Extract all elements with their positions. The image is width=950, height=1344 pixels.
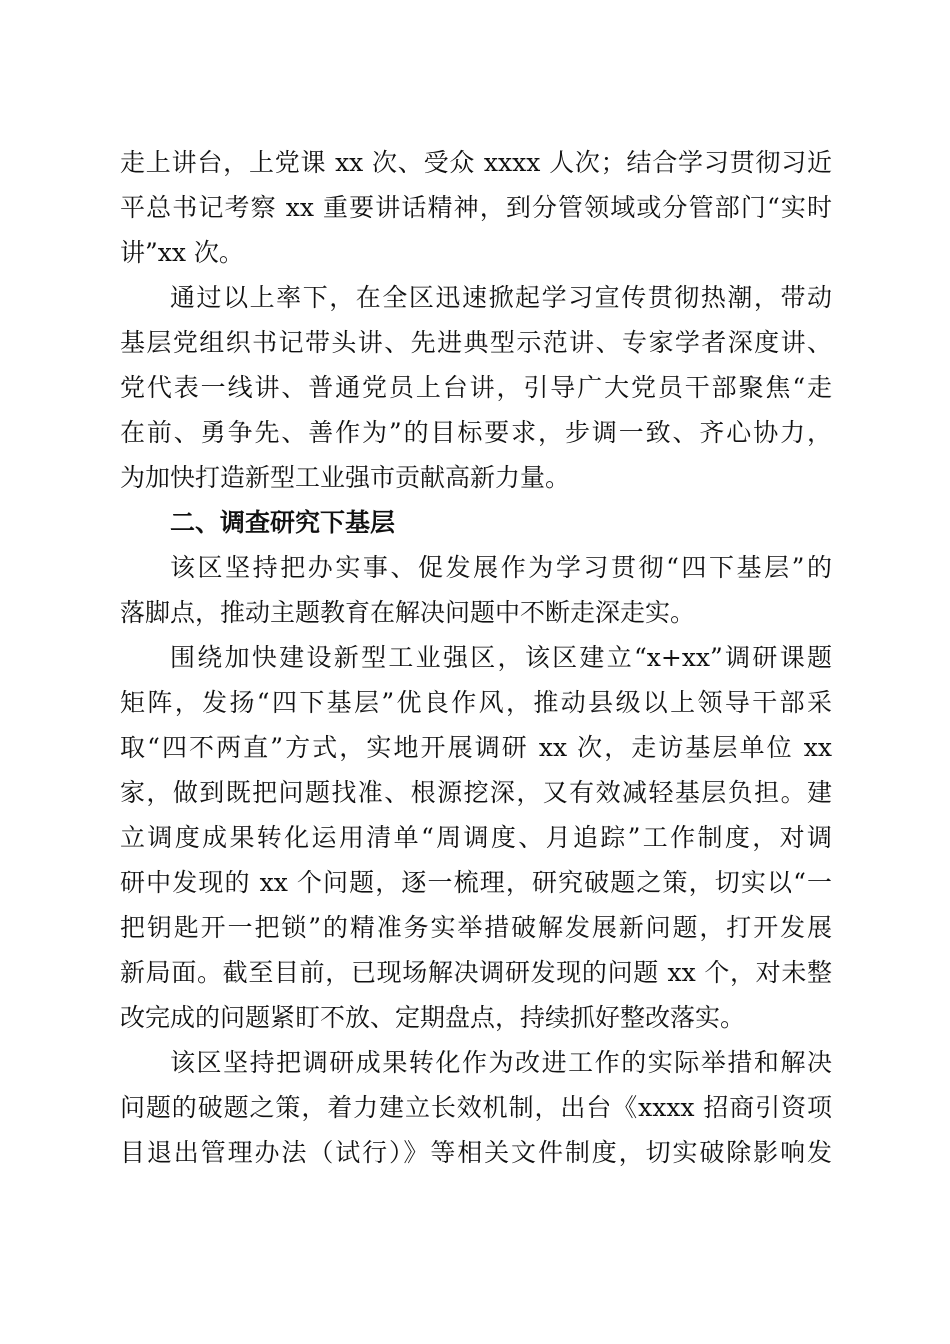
paragraph-2-line-1: 通过以上率下，在全区迅速掀起学习宣传贯彻热潮，带动 <box>170 283 832 312</box>
paragraph-2-line-2: 基层党组织书记带头讲、先进典型示范讲、专家学者深度讲、 <box>120 328 832 357</box>
paragraph-1-line-1: 走上讲台，上党课 xx 次、受众 xxxx 人次；结合学习贯彻习近 <box>120 148 832 177</box>
paragraph-3-line-1: 该区坚持把办实事、促发展作为学习贯彻“四下基层”的 <box>170 553 832 582</box>
section-heading: 二、调查研究下基层 <box>170 508 396 537</box>
paragraph-1-line-2: 平总书记考察 xx 重要讲话精神，到分管领域或分管部门“实时 <box>120 193 832 222</box>
paragraph-4-line-2: 矩阵，发扬“四下基层”优良作风，推动县级以上领导干部采 <box>120 688 832 717</box>
paragraph-5-line-2: 问题的破题之策，着力建立长效机制，出台《xxxx 招商引资项 <box>120 1093 832 1122</box>
paragraph-2-line-5: 为加快打造新型工业强市贡献高新力量。 <box>120 463 571 492</box>
paragraph-4-line-1: 围绕加快建设新型工业强区，该区建立“x+xx”调研课题 <box>170 643 832 672</box>
paragraph-4-line-3: 取“四不两直”方式，实地开展调研 xx 次，走访基层单位 xx <box>120 733 832 762</box>
paragraph-4-line-4: 家，做到既把问题找准、根源挖深，又有效减轻基层负担。建 <box>120 778 832 807</box>
paragraph-2-line-3: 党代表一线讲、普通党员上台讲，引导广大党员干部聚焦“走 <box>120 373 832 402</box>
paragraph-3-line-2: 落脚点，推动主题教育在解决问题中不断走深走实。 <box>120 598 696 627</box>
paragraph-2-line-4: 在前、勇争先、善作为”的目标要求，步调一致、齐心协力， <box>120 418 832 447</box>
paragraph-1-line-3: 讲”xx 次。 <box>120 238 244 267</box>
paragraph-4-line-8: 新局面。截至目前，已现场解决调研发现的问题 xx 个，对未整 <box>120 958 832 987</box>
paragraph-5-line-3: 目退出管理办法（试行）》等相关文件制度，切实破除影响发 <box>120 1138 832 1167</box>
paragraph-4-line-7: 把钥匙开一把锁”的精准务实举措破解发展新问题，打开发展 <box>120 913 832 942</box>
paragraph-4-line-6: 研中发现的 xx 个问题，逐一梳理，研究破题之策，切实以“一 <box>120 868 832 897</box>
paragraph-4-line-9: 改完成的问题紧盯不放、定期盘点，持续抓好整改落实。 <box>120 1003 746 1032</box>
paragraph-4-line-5: 立调度成果转化运用清单“周调度、月追踪”工作制度，对调 <box>120 823 832 852</box>
paragraph-5-line-1: 该区坚持把调研成果转化作为改进工作的实际举措和解决 <box>170 1048 832 1077</box>
